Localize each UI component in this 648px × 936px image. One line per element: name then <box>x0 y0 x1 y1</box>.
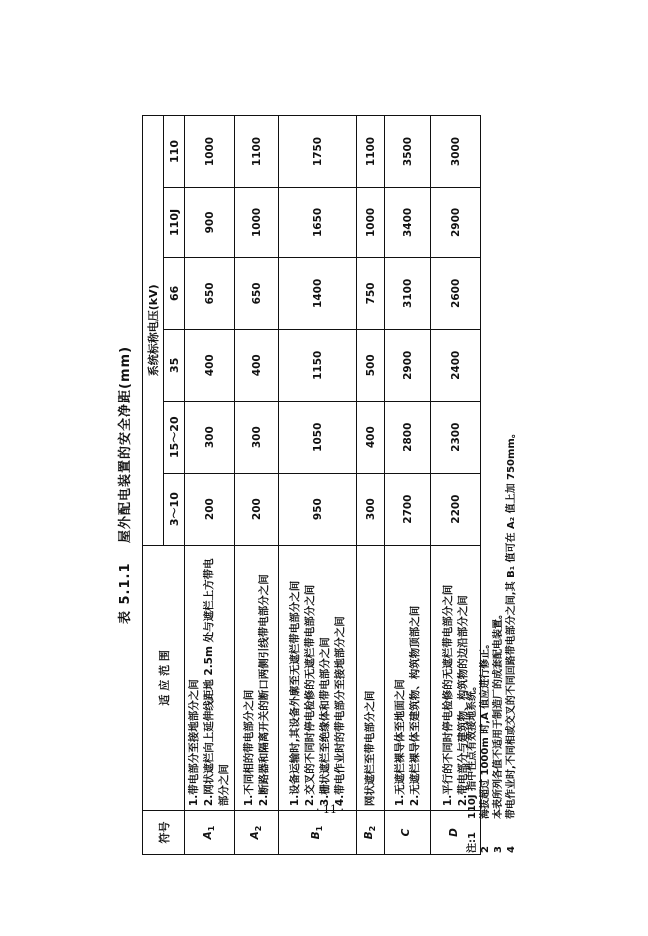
scope-line: 2.带电部分与建筑物、构筑物的边沿部分之间 <box>456 595 469 807</box>
scope-line: 2.交叉的不同时停电检修的无遮栏带电部分之间 <box>303 584 316 807</box>
symbol-subscript: 2 <box>368 825 378 832</box>
value-cell: 1000 <box>357 187 385 257</box>
scope-line: 网状遮栏至带电部分之间 <box>364 690 376 807</box>
clearance-table <box>142 115 481 855</box>
voltage-header: 110 <box>164 116 185 188</box>
symbol-letter: A <box>202 831 215 840</box>
table-notes <box>466 117 518 853</box>
note-index: 注:1 <box>467 832 478 853</box>
table-row <box>385 116 431 855</box>
symbol-letter: A <box>249 831 262 840</box>
value-cell: 400 <box>235 329 279 401</box>
value-cell: 1000 <box>235 187 279 257</box>
symbol-cell <box>185 811 235 855</box>
value-cell: 2900 <box>431 187 481 257</box>
table-number: 表 5.1.1 <box>118 562 133 625</box>
value-cell: 2800 <box>385 401 431 473</box>
note-text: 带电作业时,不同相或交叉的不同回路带电部分之间,其 B₁ 值可在 A₂ 值上加 750mm。 <box>506 428 517 819</box>
scope-line: 2.无遮栏裸导体至建筑物、构筑物顶部之间 <box>408 605 421 807</box>
table-body <box>185 116 481 855</box>
symbol-letter: B <box>363 831 376 840</box>
value-cell: 1000 <box>185 116 235 188</box>
symbol-cell <box>279 811 357 855</box>
page-number: · 11 · <box>316 803 344 816</box>
table-row <box>235 116 279 855</box>
table-title: 屋外配电装置的安全净距(mm) <box>118 345 133 543</box>
rotated-table-block <box>114 115 534 855</box>
value-cell: 650 <box>235 257 279 329</box>
note-line <box>505 117 518 853</box>
value-cell: 400 <box>357 401 385 473</box>
scope-line: 2.网状遮栏向上延伸线距地 2.5m 处与遮栏上方带电部分之间 <box>203 558 230 807</box>
value-cell: 2200 <box>431 473 481 545</box>
symbol-subscript: 2 <box>254 825 264 832</box>
value-cell: 1050 <box>279 401 357 473</box>
value-cell: 2400 <box>431 329 481 401</box>
value-cell: 2700 <box>385 473 431 545</box>
scope-line: 4.带电作业时的带电部分至接地部分之间 <box>333 616 346 807</box>
value-cell: 3000 <box>431 116 481 188</box>
scope-cell <box>235 545 279 810</box>
scope-cell <box>385 545 431 810</box>
scope-line: 1.带电部分至接地部分之间 <box>188 679 200 807</box>
symbol-subscript: 1 <box>207 825 217 832</box>
value-cell: 1150 <box>279 329 357 401</box>
value-cell: 400 <box>185 329 235 401</box>
table-row <box>357 116 385 855</box>
value-cell: 950 <box>279 473 357 545</box>
value-cell: 200 <box>235 473 279 545</box>
value-cell: 500 <box>357 329 385 401</box>
value-cell: 2300 <box>431 401 481 473</box>
value-cell: 1750 <box>279 116 357 188</box>
table-caption <box>114 115 138 855</box>
value-cell: 300 <box>235 401 279 473</box>
symbol-letter: B <box>310 831 323 840</box>
symbol-subscript: 1 <box>315 825 325 832</box>
value-cell: 2900 <box>385 329 431 401</box>
scope-line: 1.无遮栏裸导体至地面之间 <box>393 679 406 807</box>
header-scope: 适 应 范 围 <box>143 545 185 810</box>
table-row <box>279 116 357 855</box>
voltage-header: 3～10 <box>164 473 185 545</box>
note-text: 本表所列各值不适用于制造厂的成套配电装置。 <box>493 609 504 819</box>
scope-cell <box>357 545 385 810</box>
symbol-letter: C <box>400 828 413 837</box>
symbol-cell <box>235 811 279 855</box>
note-line <box>466 117 479 853</box>
scope-cell <box>185 545 235 810</box>
voltage-header: 35 <box>164 329 185 401</box>
value-cell: 3500 <box>385 116 431 188</box>
voltage-header: 15～20 <box>164 401 185 473</box>
note-index: 4 <box>506 846 517 853</box>
value-cell: 300 <box>357 473 385 545</box>
scope-line: 3.栅状遮栏至绝缘体和带电部分之间 <box>318 637 331 807</box>
voltage-header: 66 <box>164 257 185 329</box>
note-line <box>492 117 505 853</box>
note-line <box>479 117 492 853</box>
value-cell: 1400 <box>279 257 357 329</box>
value-cell: 750 <box>357 257 385 329</box>
scope-line: 1.设备运输时,其设备外廓至无遮栏带电部分之间 <box>288 580 301 807</box>
header-symbol: 符号 <box>143 811 185 855</box>
value-cell: 3100 <box>385 257 431 329</box>
scope-line: 1.不同相的带电部分之间 <box>242 689 255 807</box>
scope-line: 2.断路器和隔离开关的断口两侧引线带电部分之间 <box>257 574 270 807</box>
note-index: 2 <box>480 846 491 853</box>
value-cell: 650 <box>185 257 235 329</box>
scope-cell <box>279 545 357 810</box>
value-cell: 900 <box>185 187 235 257</box>
value-cell: 200 <box>185 473 235 545</box>
value-cell: 1100 <box>357 116 385 188</box>
symbol-letter: D <box>448 828 461 837</box>
value-cell: 1650 <box>279 187 357 257</box>
value-cell: 3400 <box>385 187 431 257</box>
symbol-cell <box>357 811 385 855</box>
symbol-cell <box>385 811 431 855</box>
note-text: 海拔超过 1000m 时,A 值应进行修正。 <box>480 638 491 819</box>
header-voltage: 系统标称电压(kV) <box>143 116 164 546</box>
note-text: 110J 指中性点有效接地系统。 <box>467 680 478 819</box>
value-cell: 2600 <box>431 257 481 329</box>
voltage-header: 110J <box>164 187 185 257</box>
value-cell: 1100 <box>235 116 279 188</box>
note-index: 3 <box>493 846 504 853</box>
value-cell: 300 <box>185 401 235 473</box>
scope-line: 1.平行的不同时停电检修的无遮栏带电部分之间 <box>441 584 454 807</box>
table-row <box>185 116 235 855</box>
header-row-1 <box>143 116 164 855</box>
